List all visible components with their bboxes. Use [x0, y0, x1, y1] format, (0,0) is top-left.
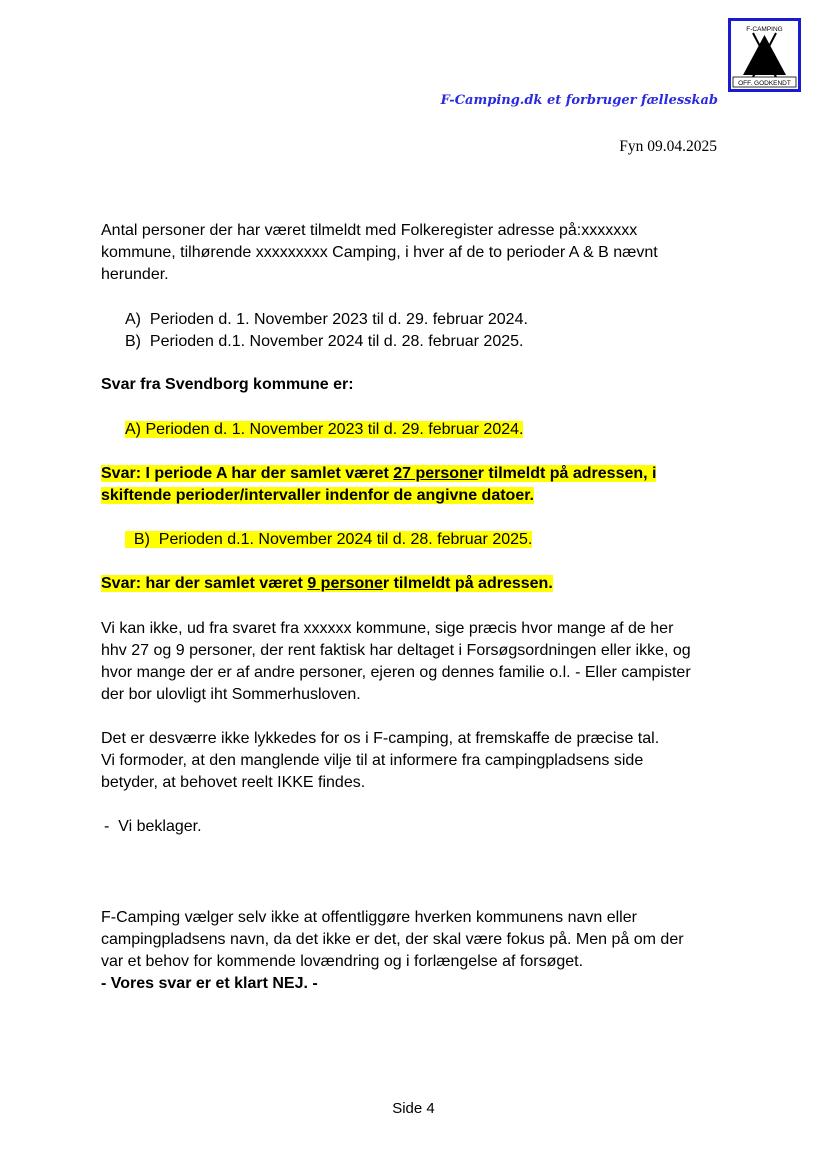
- paragraph-line: var et behov for kommende lovændring og i forlængelse af forsøget.: [101, 953, 584, 970]
- answer-a-line1: [101, 465, 656, 482]
- answer-heading: Svar fra Svendborg kommune er:: [101, 376, 354, 393]
- paragraph-line: F-Camping vælger selv ikke at offentliggøre hverken kommunens navn eller: [101, 909, 637, 926]
- period-marker: B): [125, 333, 141, 350]
- paragraph-line: betyder, at behovet reelt IKKE findes.: [101, 774, 366, 791]
- answer-a: [101, 463, 741, 507]
- intro-line: Antal personer der har været tilmeldt med Folkeregister adresse på:xxxxxxx: [101, 222, 638, 239]
- answer-b-count: 9 persone: [307, 575, 383, 592]
- period-text: Perioden d.1. November 2024 til d. 28. februar 2025.: [149, 333, 524, 350]
- answer-a-text: Svar: I periode A har der samlet været: [101, 465, 394, 482]
- answer-b-line: [101, 575, 553, 592]
- answer-b: [101, 573, 741, 595]
- intro-line: herunder.: [101, 266, 169, 283]
- closing-statement: - Vores svar er et klart NEJ. -: [101, 975, 318, 992]
- answer-a-period-text: A) Perioden d. 1. November 2023 til d. 29. februar 2024.: [125, 421, 524, 438]
- answer-a-text: r tilmeldt på adressen, i: [477, 465, 657, 482]
- paragraph-line: Det er desværre ikke lykkedes for os i F-camping, at fremskaffe de præcise tal.: [101, 730, 660, 747]
- answer-b-period-text: B) Perioden d.1. November 2024 til d. 28. februar 2025.: [125, 531, 533, 548]
- answer-a-count: 27 persone: [393, 465, 478, 482]
- logo-top-text: F-CAMPING: [746, 26, 783, 33]
- tent-logo-icon: [731, 21, 798, 89]
- paragraph-line: Vi formoder, at den manglende vilje til at informere fra campingpladsens side: [101, 752, 644, 769]
- paragraph-line: hvor mange der er af andre personer, ejeren og dennes familie o.l. - Eller campister: [101, 664, 691, 681]
- paragraph-conclusion: [101, 728, 741, 794]
- paragraph-line: hhv 27 og 9 personer, der rent faktisk har deltaget i Forsøgsordningen eller ikke, og: [101, 642, 691, 659]
- intro-line: kommune, tilhørende xxxxxxxxx Camping, i hver af de to perioder A & B nævnt: [101, 244, 658, 261]
- answer-b-text: Svar: har der samlet været: [101, 575, 308, 592]
- intro-paragraph: [101, 220, 741, 286]
- answer-b-text: r tilmeldt på adressen.: [382, 575, 553, 592]
- paragraph-uncertainty: [101, 618, 741, 706]
- period-text: Perioden d. 1. November 2023 til d. 29. februar 2024.: [149, 311, 528, 328]
- answer-b-period: [125, 529, 532, 551]
- date-line: Fyn 09.04.2025: [619, 138, 717, 155]
- paragraph-line: campingpladsens navn, da det ikke er det, der skal være fokus på. Men på om der: [101, 931, 684, 948]
- paragraph-line: Vi kan ikke, ud fra svaret fra xxxxxx kommune, sige præcis hvor mange af de her: [101, 620, 674, 637]
- logo-bottom-text: OFF. GODKENDT: [738, 80, 791, 87]
- period-item-b: [125, 331, 528, 353]
- period-marker: A): [125, 311, 141, 328]
- page-number: Side 4: [392, 1100, 435, 1117]
- f-camping-logo: [728, 18, 801, 92]
- tagline: F-Camping.dk et forbruger fællesskab: [440, 93, 718, 108]
- paragraph-disclosure: [101, 907, 741, 995]
- regret-line: - Vi beklager.: [104, 818, 202, 835]
- period-list: [125, 309, 528, 353]
- period-item-a: [125, 309, 528, 331]
- answer-a-line2: skiftende perioder/intervaller indenfor de angivne datoer.: [101, 487, 534, 504]
- answer-a-period: [125, 419, 523, 441]
- paragraph-line: der bor ulovligt iht Sommerhusloven.: [101, 686, 361, 703]
